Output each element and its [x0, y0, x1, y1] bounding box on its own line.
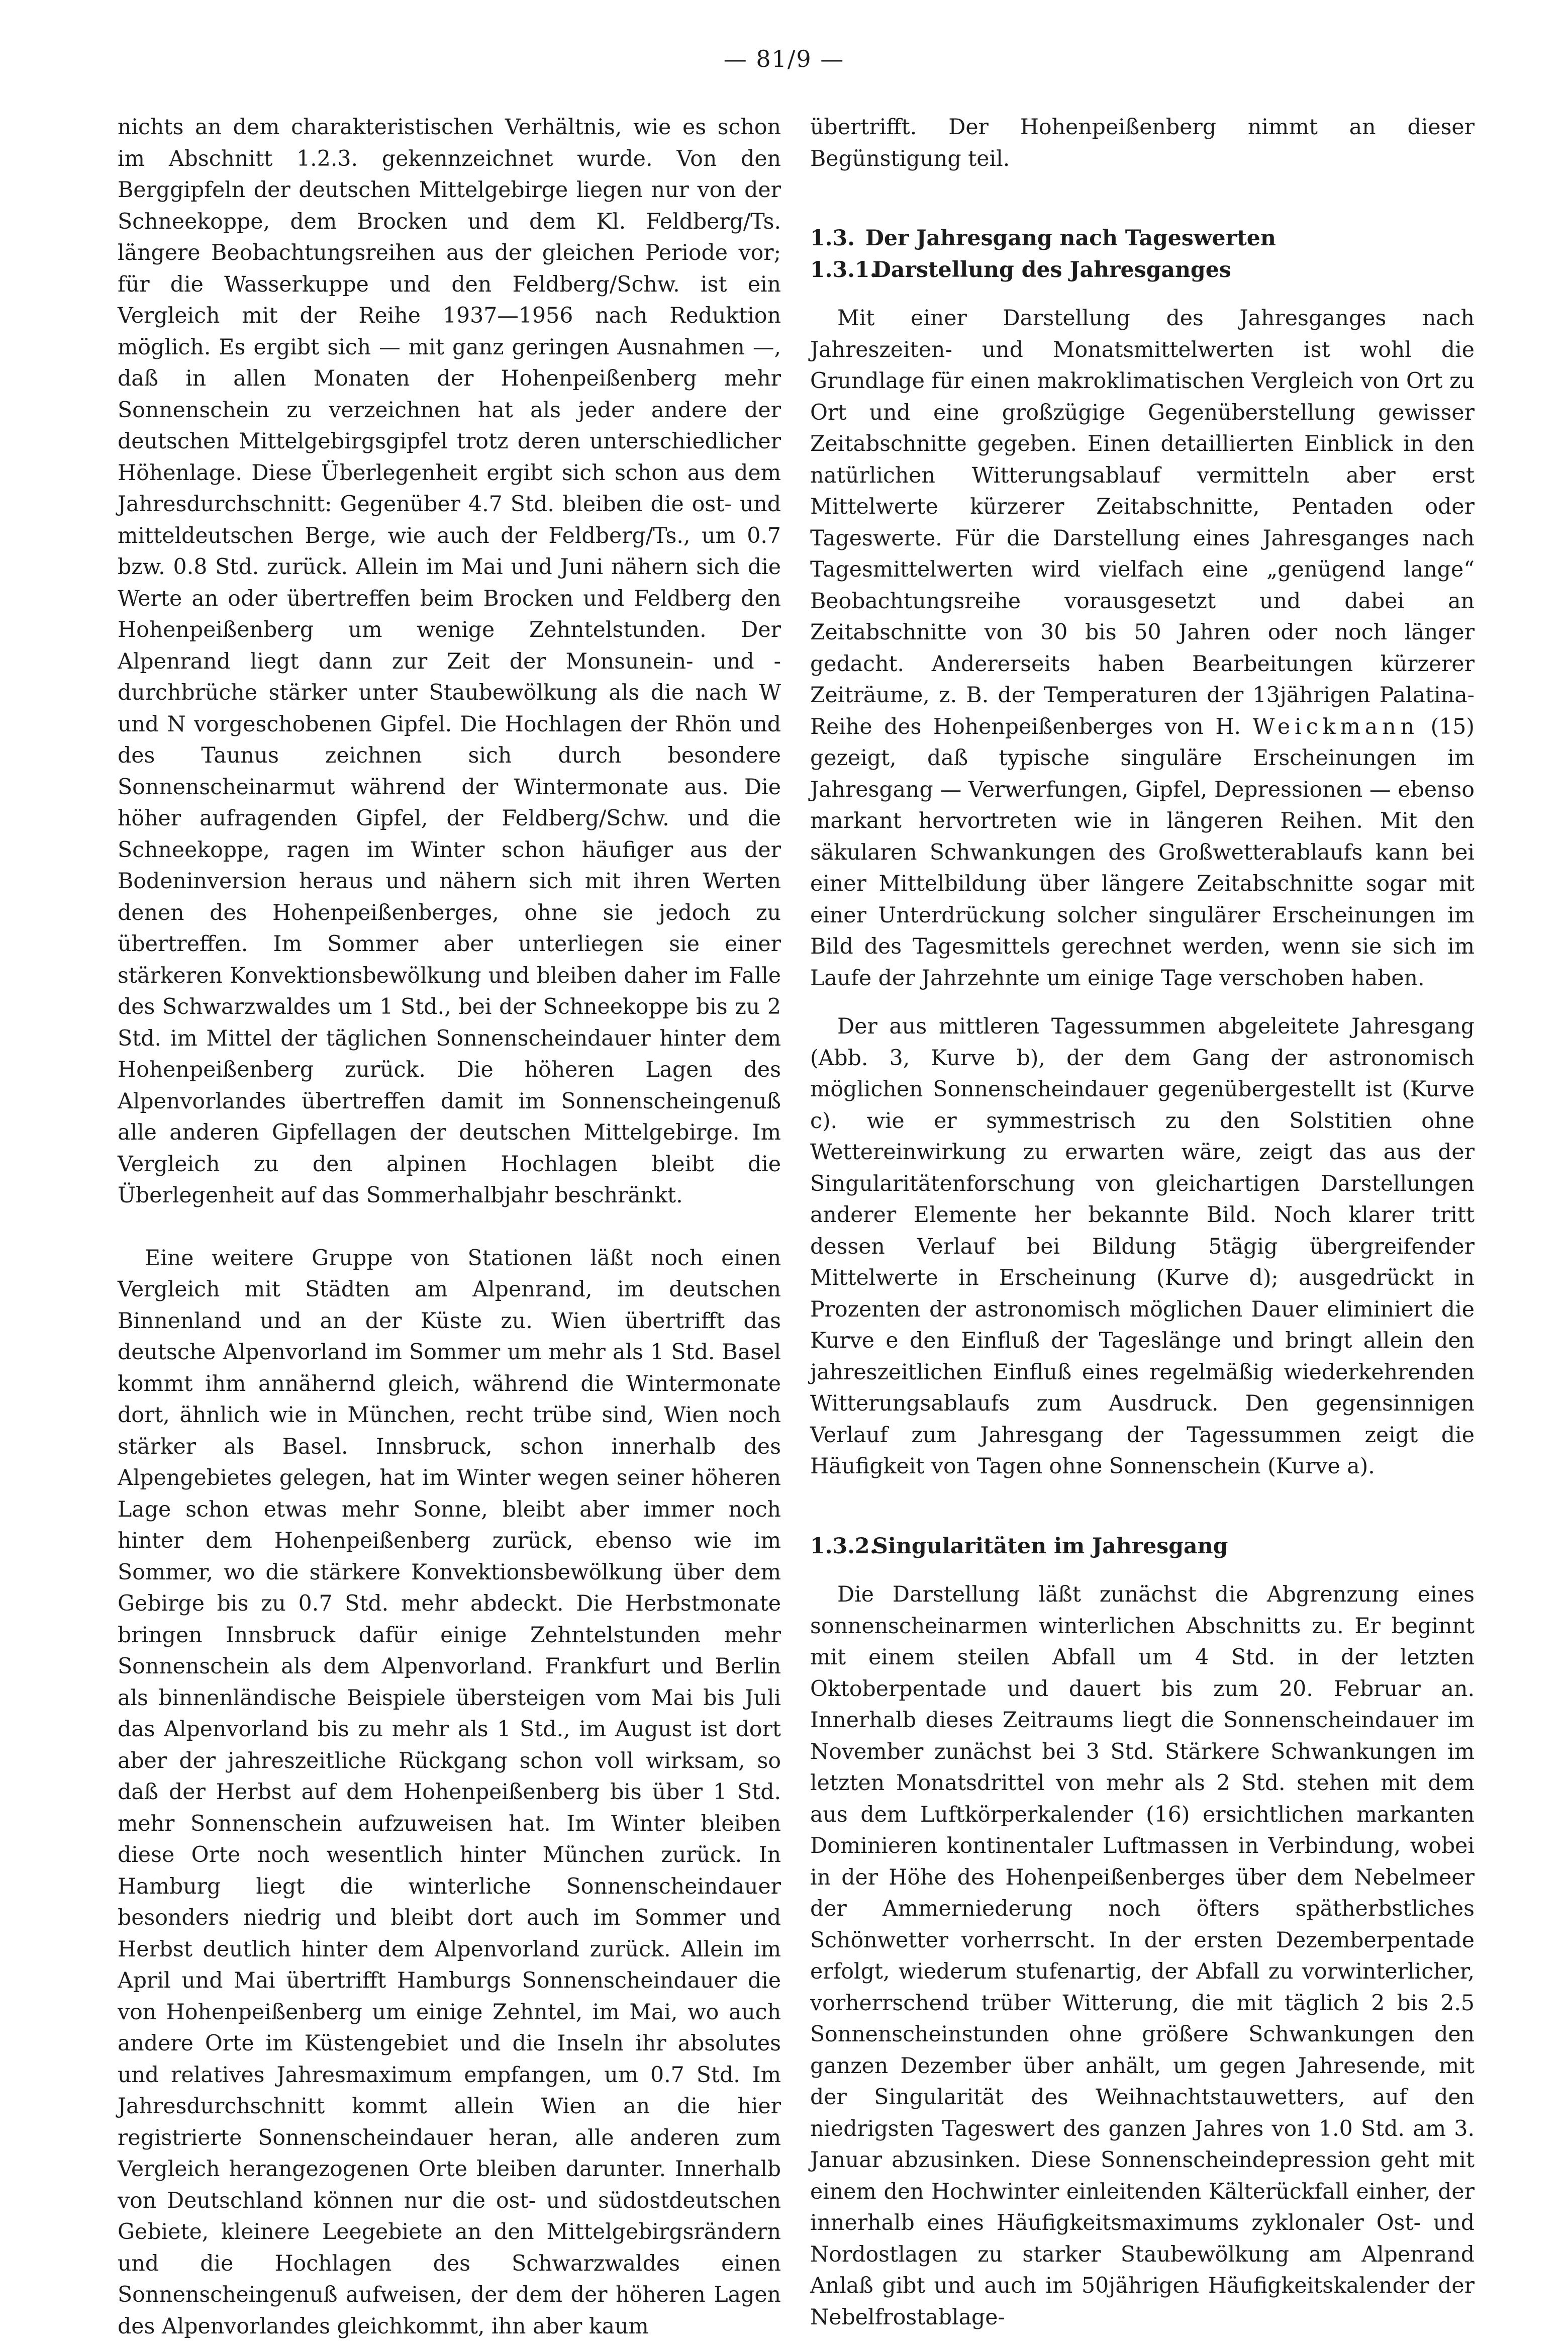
- page-number: — 81/9 —: [0, 45, 1568, 72]
- subsection-heading: [810, 254, 1475, 286]
- paragraph: nichts an dem charakteristischen Verhältnis, wie es schon im Abschnitt 1.2.3. gekennzeichnet wurde. Von den Berggipfeln der deutschen Mittelgebirge liegen nur von der Schneekoppe, dem Brocken und dem Kl. Feldberg/Ts. längere Beobachtungsreihen aus der gleichen Periode vor; für die Wasserkuppe und den Feldberg/Schw. ist ein Vergleich mit der Reihe 1937—1956 nach Reduktion möglich. Es ergibt sich — mit ganz geringen Ausnahmen —, daß in allen Monaten der Hohenpeißenberg mehr Sonnenschein zu verzeichnen hat als jeder andere der deutschen Mittelgebirgsgipfel trotz deren unterschiedlicher Höhenlage. Diese Überlegenheit ergibt sich schon aus dem Jahresdurchschnitt: Gegenüber 4.7 Std. bleiben die ost- und mitteldeutschen Berge, wie auch der Feldberg/Ts., um 0.7 bzw. 0.8 Std. zurück. Allein im Mai und Juni nähern sich die Werte an oder übertreffen beim Brocken und Feldberg den Hohenpeißenberg um wenige Zehntelstunden. Der Alpenrand liegt dann zur Zeit der Monsunein- und -durchbrüche stärker unter Staubewölkung als die nach W und N vorgeschobenen Gipfel. Die Hochlagen der Rhön und des Taunus zeichnen sich durch besondere Sonnenscheinarmut während der Wintermonate aus. Die höher aufragenden Gipfel, der Feldberg/Schw. und die Schneekoppe, ragen im Winter schon häufiger aus der Bodeninversion heraus und nähern sich mit ihren Werten denen des Hohenpeißenberges, ohne sie jedoch zu übertreffen. Im Sommer aber unterliegen sie einer stärkeren Konvektionsbewölkung und bleiben daher im Falle des Schwarzwaldes um 1 Std., bei der Schneekoppe bis zu 2 Std. im Mittel der täglichen Sonnenscheindauer hinter dem Hohenpeißenberg zurück. Die höheren Lagen des Alpenvorlandes übertreffen damit im Sonnenscheingenuß alle anderen Gipfellagen der deutschen Mittelgebirge. Im Vergleich zu den alpinen Hochlagen bleibt die Überlegenheit auf das Sommerhalbjahr beschränkt.: [118, 112, 781, 1211]
- right-column: [810, 112, 1475, 2333]
- section-number: 1.3.: [810, 223, 865, 254]
- author-name: Weickmann: [1253, 714, 1419, 739]
- section-number: 1.3.1.: [810, 254, 872, 286]
- paragraph: Die Darstellung läßt zunächst die Abgrenzung eines sonnenscheinarmen winterlichen Abschnitts zu. Er beginnt mit einem steilen Abfall um 4 Std. in der letzten Oktoberpentade und dauert bis zum 20. Februar an. Innerhalb dieses Zeitraums liegt die Sonnenscheindauer im November zunächst bei 3 Std. Stärkere Schwankungen im letzten Monatsdrittel von mehr als 2 Std. stehen mit dem aus dem Luftkörperkalender (16) ersichtlichen markanten Dominieren kontinentaler Luftmassen in Verbindung, wobei in der Höhe des Hohenpeißenberges über dem Nebelmeer der Ammerniederung noch öfters spätherbstliches Schönwetter vorherrscht. In der ersten Dezemberpentade erfolgt, wiederum stufenartig, der Abfall zu vorwinterlicher, vorherrschend trüber Witterung, die mit täglich 2 bis 2.5 Sonnenscheinstunden ohne größere Schwankungen den ganzen Dezember über anhält, um gegen Jahresende, mit der Singularität des Weihnachtstauwetters, auf den niedrigsten Tageswert des ganzen Jahres von 1.0 Std. am 3. Januar abzusinken. Diese Sonnenscheindepression geht mit einem den Hochwinter einleitenden Kälterückfall einher, der innerhalb eines Häufigkeitsmaximums zyklonaler Ost- und Nordostlagen zu starker Staubewölkung am Alpenrand Anlaß gibt und auch im 50jährigen Häufigkeitskalender der Nebelfrostablage-: [810, 1579, 1475, 2333]
- paragraph: Eine weitere Gruppe von Stationen läßt noch einen Vergleich mit Städten am Alpenrand, im deutschen Binnenland und an der Küste zu. Wien übertrifft das deutsche Alpenvorland im Sommer um mehr als 1 Std. Basel kommt ihm annähernd gleich, während die Wintermonate dort, ähnlich wie in München, recht trübe sind, Wien noch stärker als Basel. Innsbruck, schon innerhalb des Alpengebietes gelegen, hat im Winter wegen seiner höheren Lage schon etwas mehr Sonne, bleibt aber immer noch hinter dem Hohenpeißenberg zurück, ebenso wie im Sommer, wo die stärkere Konvektionsbewölkung über dem Gebirge bis zu 0.7 Std. mehr abdeckt. Die Herbstmonate bringen Innsbruck dafür einige Zehntelstunden mehr Sonnenschein als dem Alpenvorland. Frankfurt und Berlin als binnenländische Beispiele übersteigen vom Mai bis Juli das Alpenvorland bis zu mehr als 1 Std., im August ist dort aber der jahreszeitliche Rückgang schon voll wirksam, so daß der Herbst auf dem Hohenpeißenberg bis über 1 Std. mehr Sonnenschein aufzuweisen hat. Im Winter bleiben diese Orte noch wesentlich hinter München zurück. In Hamburg liegt die winterliche Sonnenscheindauer besonders niedrig und bleibt dort auch im Sommer und Herbst deutlich hinter dem Alpenvorland zurück. Allein im April und Mai übertrifft Hamburgs Sonnenscheindauer die von Hohenpeißenberg um einige Zehntel, im Mai, wo auch andere Orte im Küstengebiet und die Inseln ihr absolutes und relatives Jahresmaximum empfangen, um 0.7 Std. Im Jahresdurchschnitt kommt allein Wien an die hier registrierte Sonnenscheindauer heran, alle anderen zum Vergleich herangezogenen Orte bleiben darunter. Innerhalb von Deutschland können nur die ost- und südostdeutschen Gebiete, kleinere Leegebiete an den Mittelgebirgsrändern und die Hochlagen des Schwarzwaldes einen Sonnenscheingenuß aufweisen, der dem der höheren Lagen des Alpenvorlandes gleichkommt, ihn aber kaum: [118, 1243, 781, 2342]
- section-title: Der Jahresgang nach Tageswerten: [865, 226, 1276, 251]
- section-title: Singularitäten im Jahresgang: [872, 1534, 1228, 1559]
- paragraph: übertrifft. Der Hohenpeißenberg nimmt an dieser Begünstigung teil.: [810, 112, 1475, 174]
- paragraph-text: Mit einer Darstellung des Jahresganges nach Jahreszeiten- und Monatsmittelwerten ist wohl die Grundlage für einen makroklimatischen Vergleich von Ort zu Ort und eine großzügige Gegenüberstellung gewisser Zeitabschnitte gegeben. Einen detaillierten Einblick in den natürlichen Witterungsablauf vermitteln aber erst Mittelwerte kürzerer Zeitabschnitte, Pentaden oder Tageswerte. Für die Darstellung eines Jahresganges nach Tagesmittelwerten wird vielfach eine „genügend lange“ Beobachtungsreihe vorausgesetzt und dabei an Zeitabschnitte von 30 bis 50 Jahren oder noch länger gedacht. Andererseits haben Bearbeitungen kürzerer Zeiträume, z. B. der Temperaturen der 13jährigen Palatina-Reihe des Hohenpeißenberges von H.: [810, 306, 1475, 739]
- section-title: Darstellung des Jahresganges: [872, 257, 1231, 283]
- subsection-heading: [810, 1531, 1475, 1562]
- paragraph: Der aus mittleren Tagessummen abgeleitete Jahresgang (Abb. 3, Kurve b), der dem Gang der astronomisch möglichen Sonnenscheindauer gegenübergestellt ist (Kurve c). wie er symmestrisch zu den Solstitien ohne Wettereinwirkung zu erwarten wäre, zeigt das aus der Singularitätenforschung von gleichartigen Darstellungen anderer Elemente her bekannte Bild. Noch klarer tritt dessen Verlauf bei Bildung 5tägig übergreifender Mittelwerte in Erscheinung (Kurve d); ausgedrückt in Prozenten der astronomisch möglichen Dauer eliminiert die Kurve e den Einfluß der Tageslänge und bringt allein den jahreszeitlichen Einfluß eines regelmäßig wiederkehrenden Witterungsablaufs zum Ausdruck. Den gegensinnigen Verlauf zum Jahresgang der Tagessummen zeigt die Häufigkeit von Tagen ohne Sonnenschein (Kurve a).: [810, 1011, 1475, 1482]
- section-heading: [810, 223, 1475, 254]
- paragraph-text: (15) gezeigt, daß typische singuläre Erscheinungen im Jahresgang — Verwerfungen, Gipfel, Depressionen — ebenso markant hervortreten wie in längeren Reihen. Mit den säkularen Schwankungen des Großwetterablaufs kann bei einer Mittelbildung über längere Zeitabschnitte sogar mit einer Unterdrückung solcher singulärer Erscheinungen im Bild des Tagesmittels gerechnet werden, wenn sie sich im Laufe der Jahrzehnte um einige Tage verschoben haben.: [810, 714, 1475, 991]
- section-number: 1.3.2.: [810, 1531, 872, 1562]
- paragraph: [810, 303, 1475, 994]
- left-column: [118, 112, 781, 2342]
